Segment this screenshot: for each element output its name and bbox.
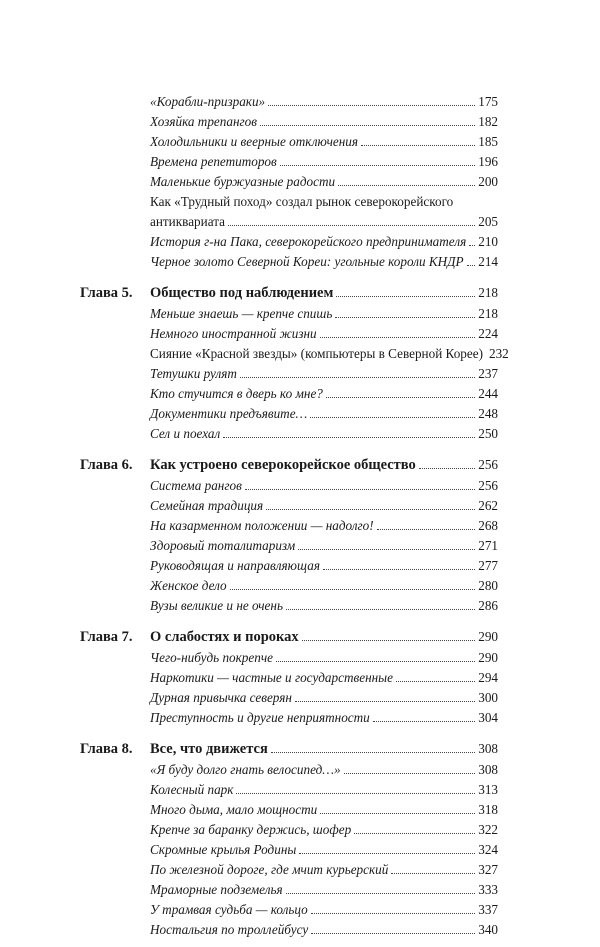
entry-title: «Корабли-призраки»: [150, 94, 266, 109]
toc-entry[interactable]: [150, 556, 498, 576]
chapter-label: Глава 5.: [80, 285, 133, 301]
entry-page: 318: [478, 802, 498, 817]
entry-title: Крепче за баранку держись, шофер: [150, 822, 352, 837]
toc-entry[interactable]: [150, 688, 498, 708]
chapter-heading[interactable]: [80, 626, 498, 648]
toc-entry[interactable]: [150, 476, 498, 496]
chapter-title: Как устроено северокорейское общество: [150, 457, 416, 473]
leader-dots: [240, 364, 475, 378]
entry-title: Холодильники и веерные отключения: [150, 134, 358, 149]
entry-title: На казарменном положении — надолго!: [150, 518, 374, 533]
chapter-title: О слабостях и пороках: [150, 629, 299, 645]
toc-entry[interactable]: [150, 536, 498, 556]
chapter-label: Глава 7.: [80, 629, 133, 645]
entry-title: Документики предъявите…: [150, 406, 308, 421]
toc-entry[interactable]: [150, 760, 498, 780]
chapter-label: Глава 6.: [80, 457, 133, 473]
entry-page: 333: [478, 882, 498, 897]
leader-dots: [311, 900, 475, 914]
entry-title: Кто стучится в дверь ко мне?: [150, 386, 323, 401]
toc-entry[interactable]: [150, 516, 498, 536]
leader-dots: [373, 708, 475, 722]
leader-dots: [391, 860, 475, 874]
toc-entry[interactable]: [150, 132, 498, 152]
entry-page: 280: [478, 578, 498, 593]
entry-page: 327: [478, 862, 498, 877]
entry-title: По железной дороге, где мчит курьерский: [150, 862, 389, 877]
entry-title: Немного иностранной жизни: [150, 326, 317, 341]
entry-page: 304: [478, 710, 498, 725]
toc-entry[interactable]: [150, 596, 498, 616]
leader-dots: [338, 172, 475, 186]
toc-entry[interactable]: [150, 152, 498, 172]
entry-title: Преступность и другие неприятности: [150, 710, 370, 725]
leader-dots: [326, 384, 475, 398]
chapter-page: 290: [478, 629, 498, 644]
entry-title: Хозяйка трепангов: [150, 114, 257, 129]
chapter-title: Все, что движется: [150, 741, 268, 757]
entry-title: Семейная традиция: [150, 498, 264, 513]
toc-entry[interactable]: [150, 364, 498, 384]
entry-page: 324: [478, 842, 498, 857]
entry-page: 286: [478, 598, 498, 613]
leader-dots: [323, 556, 475, 570]
toc-entry[interactable]: [150, 252, 498, 272]
entry-page: 232: [488, 346, 509, 361]
leader-dots: [295, 688, 475, 702]
leader-dots: [236, 780, 475, 794]
entry-title: Здоровый тоталитаризм: [150, 538, 296, 553]
entry-title: История г-на Пака, северокорейского предпринимателя: [150, 234, 467, 249]
leader-dots: [266, 496, 475, 510]
chapter-page: 308: [478, 741, 498, 756]
leader-dots: [260, 112, 475, 126]
entry-title: Вузы великие и не очень: [150, 598, 283, 613]
entry-title: Руководящая и направляющая: [150, 558, 320, 573]
entry-title: Чего-нибудь покрепче: [150, 650, 273, 665]
leader-dots: [280, 152, 475, 166]
leader-dots: [276, 648, 475, 662]
entry-title: Меньше знаешь — крепче спишь: [150, 306, 333, 321]
toc-entry[interactable]: [150, 576, 498, 596]
entry-page: 185: [478, 134, 498, 149]
entry-page: 262: [478, 498, 498, 513]
entry-title: Женское дело: [150, 578, 227, 593]
leader-dots: [354, 820, 475, 834]
leader-dots: [396, 668, 475, 682]
entry-title: Черное золото Северной Кореи: угольные короли КНДР: [150, 254, 464, 269]
toc-entry[interactable]: [150, 880, 498, 900]
leader-dots: [299, 840, 475, 854]
entry-page: 210: [478, 234, 498, 249]
chapter-page: 256: [478, 457, 498, 472]
toc-entry[interactable]: [150, 112, 498, 132]
toc-entry[interactable]: [150, 496, 498, 516]
toc-entry[interactable]: [150, 324, 498, 344]
entry-page: 214: [478, 254, 498, 269]
entry-title: Система рангов: [150, 478, 242, 493]
leader-dots: [245, 476, 475, 490]
toc-entry[interactable]: [150, 384, 498, 404]
entry-page: 205: [478, 214, 498, 229]
entry-title: Сел и поехал: [150, 426, 221, 441]
entry-page: 175: [478, 94, 498, 109]
entry-title: У трамвая судьба — кольцо: [150, 902, 308, 917]
leader-dots: [335, 304, 475, 318]
entry-page: 196: [478, 154, 498, 169]
leader-dots: [361, 132, 475, 146]
entry-page: 250: [478, 426, 498, 441]
leader-dots: [419, 454, 475, 469]
entry-page: 271: [478, 538, 498, 553]
entry-title: Времена репетиторов: [150, 154, 277, 169]
leader-dots: [271, 738, 475, 753]
chapter-page: 218: [478, 285, 498, 300]
leader-dots: [467, 252, 476, 266]
entry-page: 313: [478, 782, 498, 797]
toc-entry[interactable]: [150, 780, 498, 800]
chapter-label: Глава 8.: [80, 741, 133, 757]
chapter-heading[interactable]: [80, 454, 498, 476]
entry-title: Скромные крылья Родины: [150, 842, 297, 857]
entry-title-line1: Как «Трудный поход» создал рынок северокорейского: [150, 194, 454, 209]
entry-page: 244: [478, 386, 498, 401]
toc-entry[interactable]: [150, 424, 498, 444]
toc-entry[interactable]: [150, 900, 498, 920]
toc-entry[interactable]: [150, 800, 498, 820]
entry-title: Сияние «Красной звезды» (компьютеры в Северной Корее): [150, 346, 483, 361]
leader-dots: [336, 282, 475, 297]
leader-dots: [230, 576, 476, 590]
entry-page: 248: [478, 406, 498, 421]
entry-page: 340: [478, 922, 498, 937]
leader-dots: [320, 324, 476, 338]
toc-entry[interactable]: [150, 920, 498, 940]
toc-entry[interactable]: [150, 92, 498, 112]
toc-entry[interactable]: [150, 648, 498, 668]
entry-title: Мраморные подземелья: [150, 882, 283, 897]
toc-entry[interactable]: [150, 840, 498, 860]
toc-entry[interactable]: [150, 708, 498, 728]
entry-page: 218: [478, 306, 498, 321]
leader-dots: [302, 626, 476, 641]
entry-page: 224: [478, 326, 498, 341]
entry-page: 308: [478, 762, 498, 777]
leader-dots: [320, 800, 475, 814]
entry-page: 337: [478, 902, 498, 917]
leader-dots: [286, 596, 475, 610]
entry-title: Ностальгия по троллейбусу: [150, 922, 309, 937]
leader-dots: [268, 92, 475, 106]
entry-title: «Я буду долго гнать велосипед…»: [150, 762, 341, 777]
entry-page: 200: [478, 174, 498, 189]
leader-dots: [286, 880, 476, 894]
entry-title: Тетушки рулят: [150, 366, 237, 381]
toc-entry[interactable]: [150, 860, 498, 880]
leader-dots: [377, 516, 476, 530]
leader-dots: [228, 212, 475, 226]
toc-entry[interactable]: [150, 192, 498, 232]
entry-title: Маленькие буржуазные радости: [150, 174, 336, 189]
entry-page: 300: [478, 690, 498, 705]
toc-entry[interactable]: [150, 344, 509, 364]
entry-page: 294: [478, 670, 498, 685]
chapter-heading[interactable]: [80, 738, 498, 760]
entry-title: антиквариата: [150, 214, 225, 229]
toc-entry[interactable]: [150, 304, 498, 324]
chapter-title: Общество под наблюдением: [150, 285, 334, 301]
leader-dots: [311, 920, 475, 934]
leader-dots: [310, 404, 475, 418]
toc-entry[interactable]: [150, 232, 498, 252]
leader-dots: [223, 424, 475, 438]
leader-dots: [298, 536, 475, 550]
toc-entry[interactable]: [150, 820, 498, 840]
entry-title: Дурная привычка северян: [150, 690, 292, 705]
toc-entry[interactable]: [150, 172, 498, 192]
toc-entry[interactable]: [150, 668, 498, 688]
entry-page: 290: [478, 650, 498, 665]
entry-page: 237: [478, 366, 498, 381]
entry-page: 322: [478, 822, 498, 837]
leader-dots: [469, 232, 475, 246]
chapter-heading[interactable]: [80, 282, 498, 304]
entry-title: Много дыма, мало мощности: [150, 802, 318, 817]
entry-page: 182: [478, 114, 498, 129]
leader-dots: [344, 760, 476, 774]
entry-page: 256: [478, 478, 498, 493]
entry-page: 277: [478, 558, 498, 573]
toc-entry[interactable]: [150, 404, 498, 424]
entry-title: Колесный парк: [150, 782, 234, 797]
entry-title: Наркотики — частные и государственные: [150, 670, 393, 685]
entry-page: 268: [478, 518, 498, 533]
